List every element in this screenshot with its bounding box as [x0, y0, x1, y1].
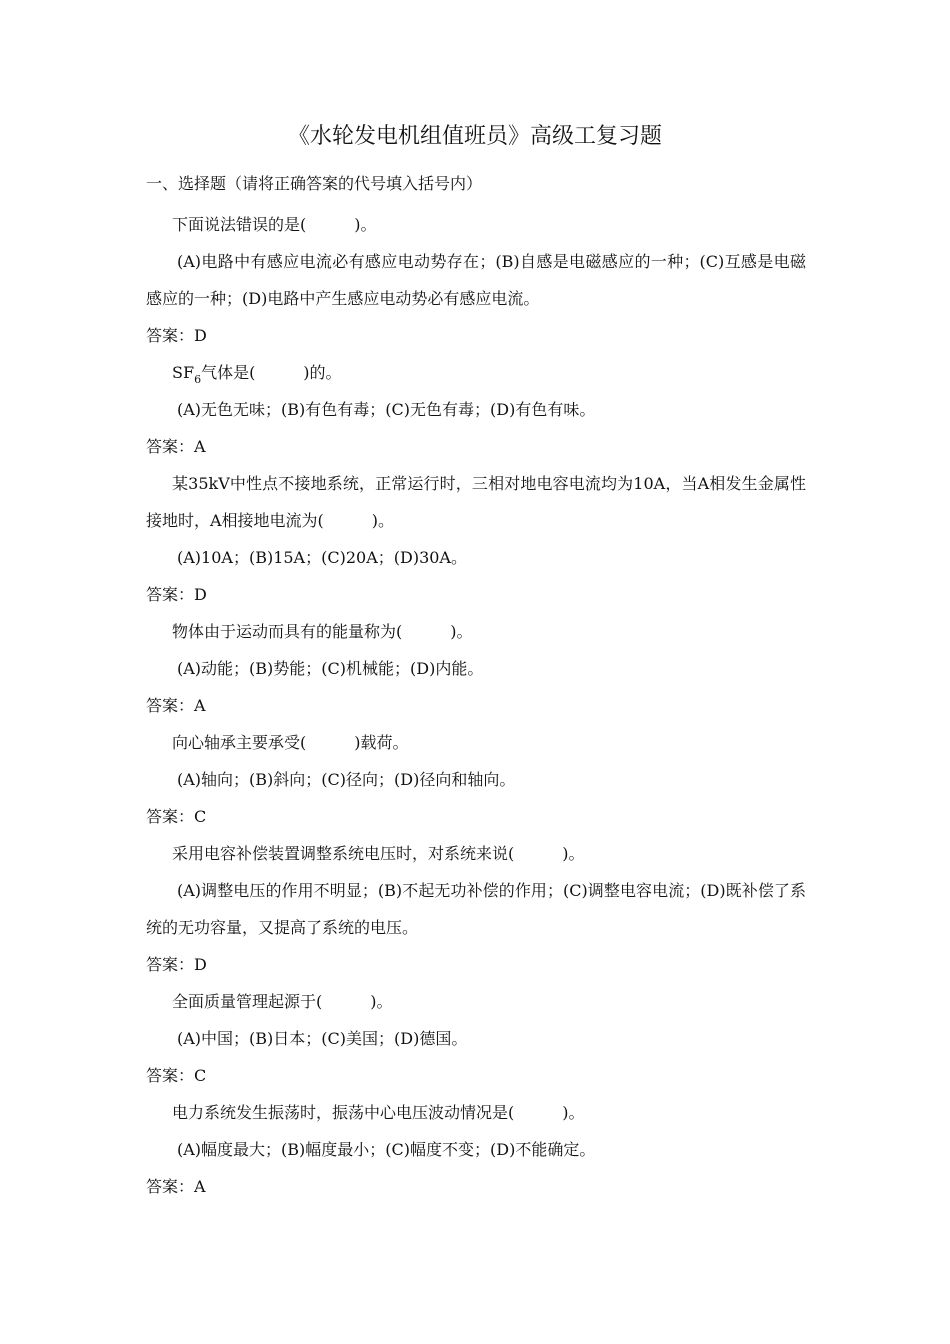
question-answer: 答案：D — [146, 326, 207, 345]
question-item — [146, 983, 806, 1094]
question-text: 向心轴承主要承受( )载荷。 — [172, 733, 409, 752]
question-item — [146, 206, 806, 354]
question-options: (A)电路中有感应电流必有感应电动势存在；(B)自感是电磁感应的一种；(C)互感是电磁感应的一种；(D)电路中产生感应电动势必有感应电流。 — [146, 252, 806, 308]
question-item — [146, 354, 806, 465]
question-item — [146, 724, 806, 835]
question-text: 某35kV中性点不接地系统，正常运行时，三相对地电容电流均为10A，当A相发生金属性接地时，A相接地电流为( )。 — [146, 474, 806, 530]
question-text: 电力系统发生振荡时，振荡中心电压波动情况是( )。 — [172, 1103, 585, 1122]
question-options: (A)调整电压的作用不明显；(B)不起无功补偿的作用；(C)调整电容电流；(D)既补偿了系统的无功容量，又提高了系统的电压。 — [146, 881, 806, 937]
question-answer: 答案：A — [146, 696, 206, 715]
question-text: 物体由于运动而具有的能量称为( )。 — [172, 622, 473, 641]
question-options: (A)轴向；(B)斜向；(C)径向；(D)径向和轴向。 — [177, 770, 516, 789]
question-answer: 答案：A — [146, 437, 206, 456]
question-text — [146, 354, 806, 391]
question-options: (A)幅度最大；(B)幅度最小；(C)幅度不变；(D)不能确定。 — [177, 1140, 596, 1159]
question-options: (A)10A；(B)15A；(C)20A；(D)30A。 — [177, 548, 467, 567]
question-options: (A)无色无味；(B)有色有毒；(C)无色有毒；(D)有色有味。 — [177, 400, 596, 419]
question-answer: 答案：A — [146, 1177, 206, 1196]
question-text-subscript: 6 — [194, 373, 202, 386]
question-item — [146, 835, 806, 983]
question-item — [146, 1094, 806, 1205]
question-answer: 答案：C — [146, 1066, 207, 1085]
question-list — [146, 206, 806, 1205]
question-item — [146, 465, 806, 613]
question-text: 下面说法错误的是( )。 — [172, 215, 377, 234]
question-text-suffix: 气体是( )的。 — [201, 363, 342, 382]
question-item — [146, 613, 806, 724]
question-answer: 答案：D — [146, 955, 207, 974]
question-text: 全面质量管理起源于( )。 — [172, 992, 393, 1011]
section-heading: 一、选择题（请将正确答案的代号填入括号内） — [146, 174, 483, 193]
question-text: 采用电容补偿装置调整系统电压时，对系统来说( )。 — [172, 844, 585, 863]
question-answer: 答案：D — [146, 585, 207, 604]
question-answer: 答案：C — [146, 807, 207, 826]
question-options: (A)中国；(B)日本；(C)美国；(D)德国。 — [177, 1029, 468, 1048]
document-title: 《水轮发电机组值班员》高级工复习题 — [287, 124, 662, 149]
question-options: (A)动能；(B)势能；(C)机械能；(D)内能。 — [177, 659, 484, 678]
question-text-prefix: SF — [172, 363, 195, 382]
